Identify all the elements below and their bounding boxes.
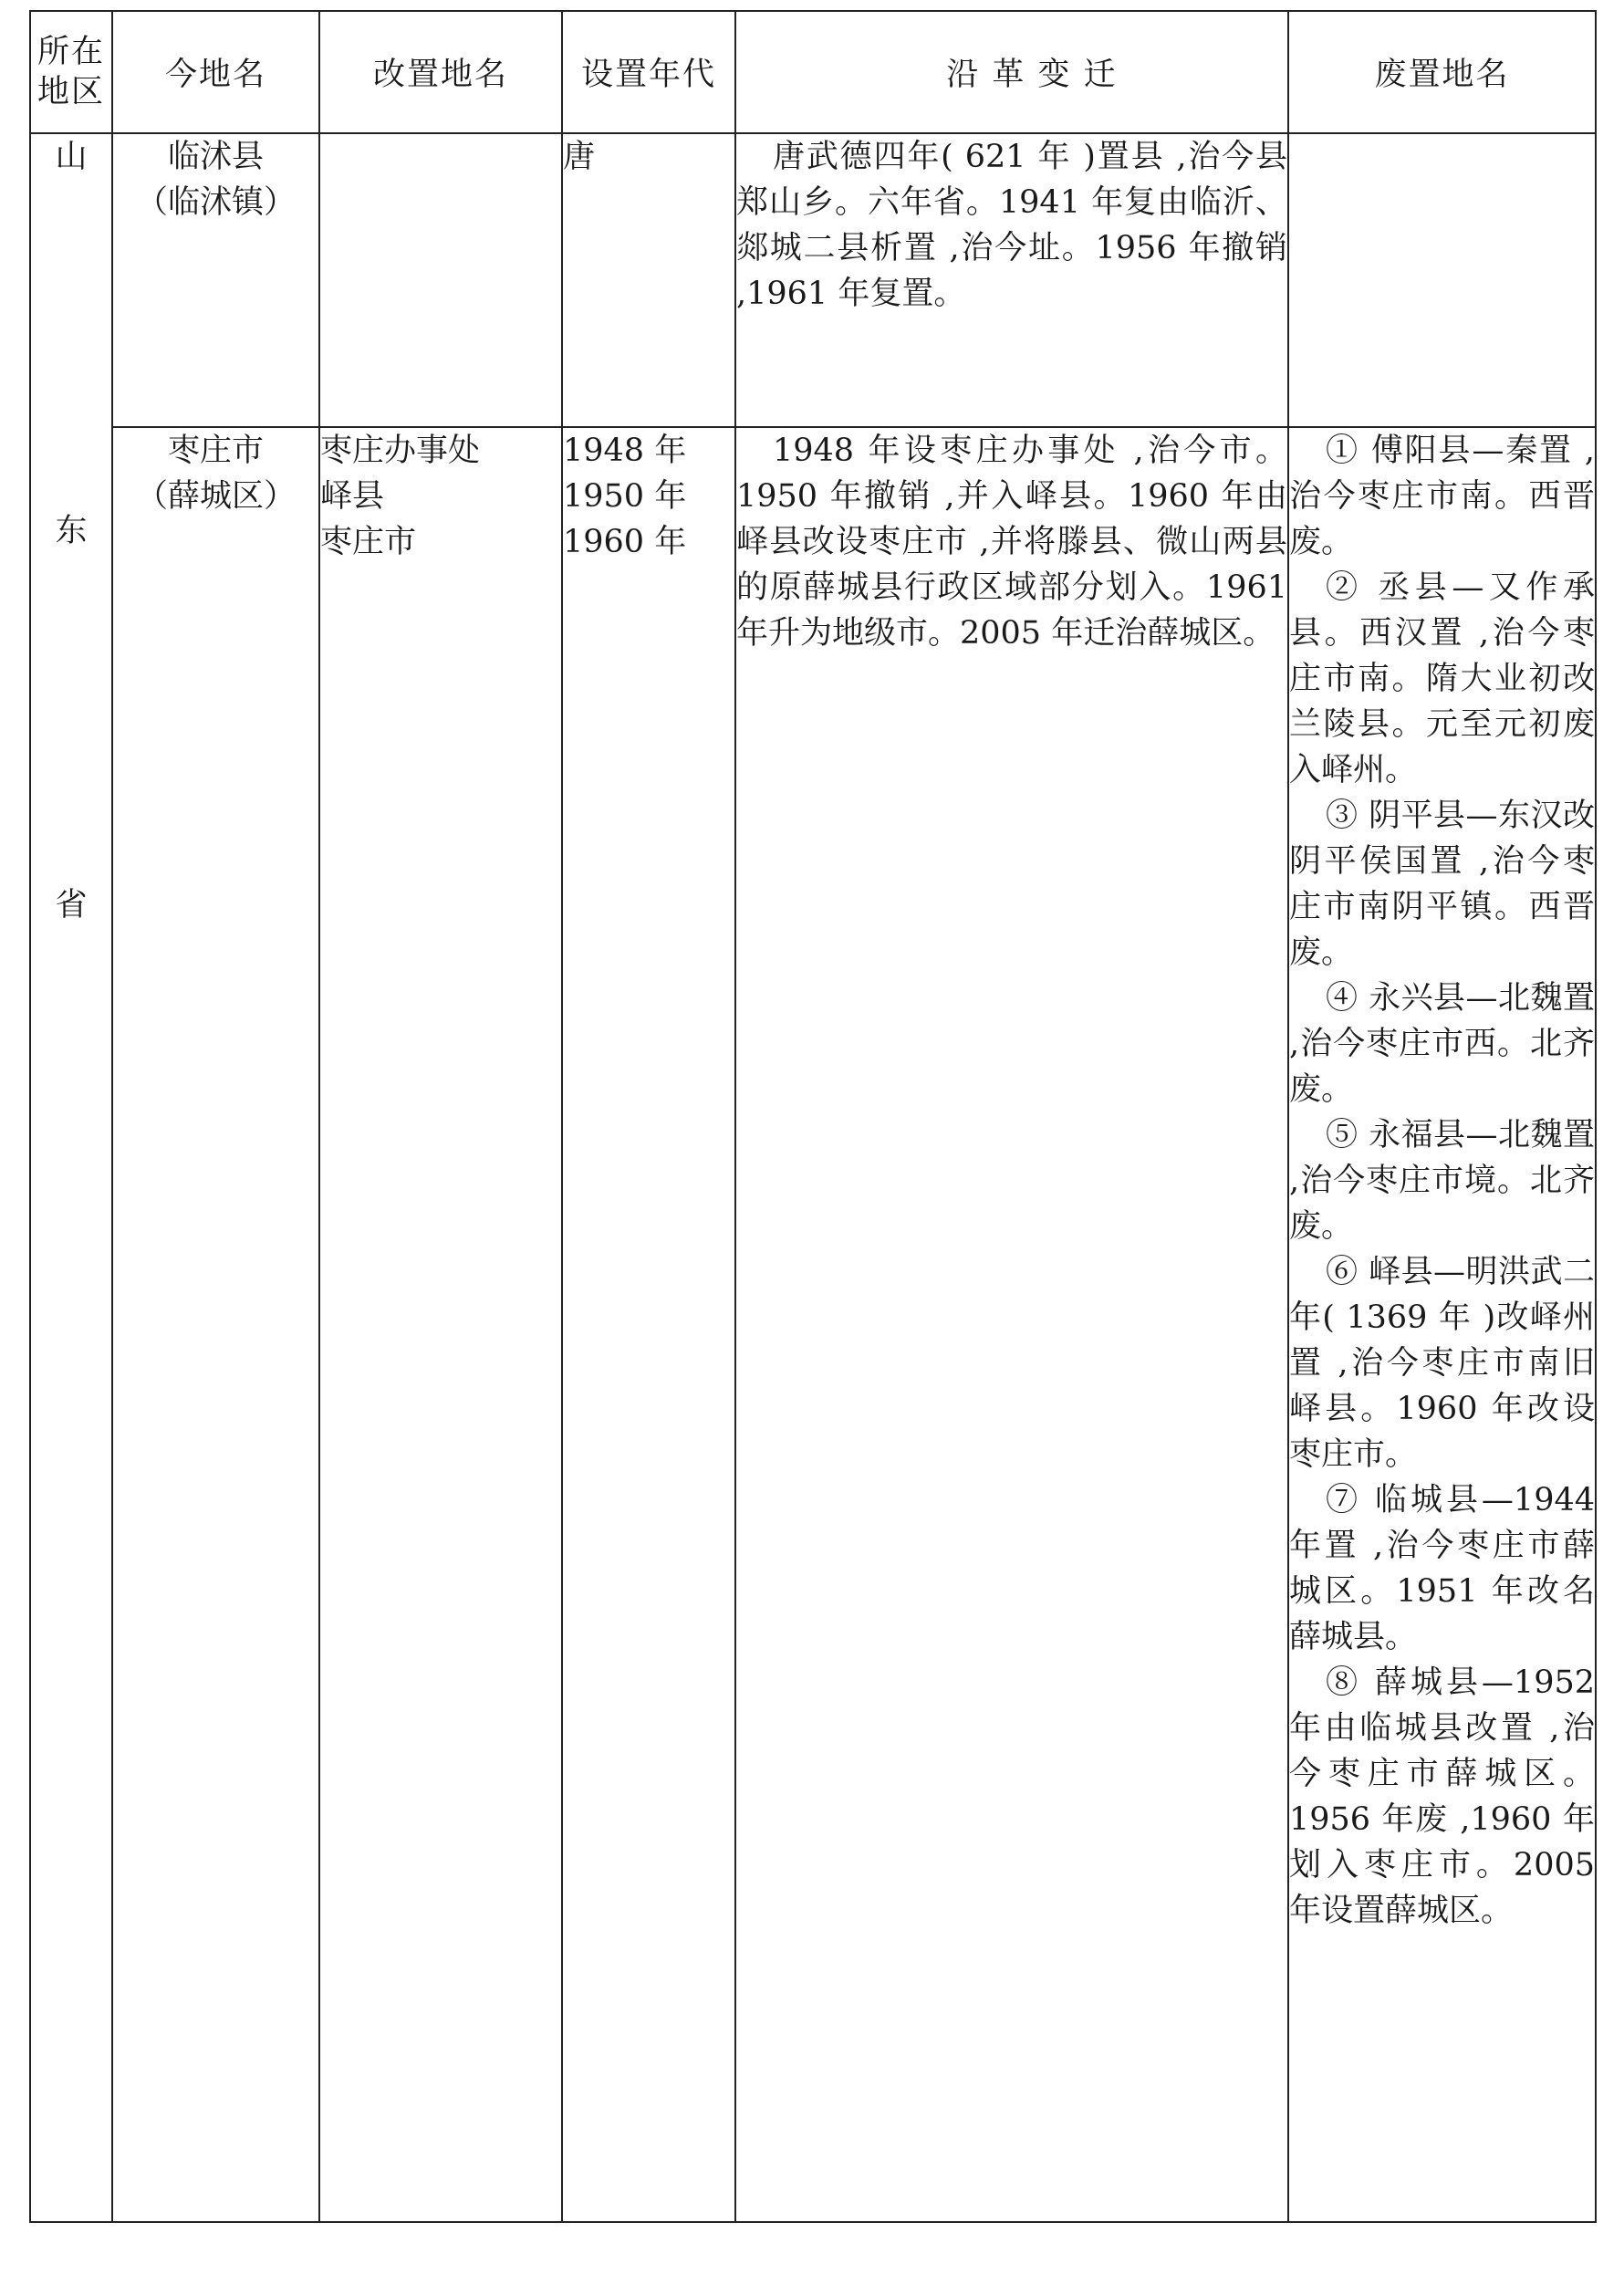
region-char: 东: [55, 513, 88, 549]
header-region-line2: 地区: [36, 74, 105, 110]
table-row: [30, 133, 1596, 427]
region-char: 山: [55, 139, 88, 175]
header-history: 沿 革 变 迁: [735, 11, 1288, 133]
changed-name: 峄县: [320, 478, 385, 515]
abolished-cell: [1288, 133, 1596, 427]
current-name: 枣庄市: [167, 433, 264, 469]
abolished-cell: [1288, 427, 1596, 2222]
established-year: 唐: [563, 139, 596, 175]
current-name-note: （薛城区）: [135, 478, 296, 515]
history-cell: 唐武德四年( 621 年 )置县 ,治今县郑山乡。六年省。1941 年复由临沂、郯城二县析置 ,治今址。1956 年撤销 ,1961 年复置。: [735, 133, 1288, 427]
abolished-entry: ④ 永兴县—北魏置 ,治今枣庄市西。北齐废。: [1289, 980, 1595, 1108]
header-region-line1: 所在: [36, 34, 105, 70]
header-region: [30, 11, 112, 133]
current-name: 临沭县: [167, 139, 264, 175]
changed-name-cell: [319, 133, 562, 427]
changed-name-cell: [319, 427, 562, 2222]
gazetteer-table: [29, 10, 1597, 2223]
established-cell: [562, 133, 735, 427]
header-current-name: 今地名: [112, 11, 319, 133]
established-year: 1948 年: [563, 433, 687, 469]
established-year: 1960 年: [563, 524, 687, 560]
current-name-note: （临沭镇）: [135, 184, 296, 221]
header-changed-name: 改置地名: [319, 11, 562, 133]
established-cell: [562, 427, 735, 2222]
established-year: 1950 年: [563, 478, 687, 515]
abolished-entry: ⑦ 临城县—1944 年置 ,治今枣庄市薛城区。1951 年改名薛城县。: [1289, 1482, 1595, 1655]
table-row: [30, 427, 1596, 2222]
abolished-entry: ③ 阴平县—东汉改阴平侯国置 ,治今枣庄市南阴平镇。西晋废。: [1289, 798, 1595, 971]
current-name-cell: [112, 133, 319, 427]
header-established: 设置年代: [562, 11, 735, 133]
header-abolished: 废置地名: [1288, 11, 1596, 133]
abolished-entry: ② 丞县—又作承县。西汉置 ,治今枣庄市南。隋大业初改兰陵县。元至元初废入峄州。: [1289, 569, 1595, 788]
changed-name: 枣庄市: [320, 524, 417, 560]
history-cell: 1948 年设枣庄办事处 ,治今市。1950 年撤销 ,并入峄县。1960 年由峄县改设枣庄市 ,并将滕县、微山两县的原薛城县行政区域部分划入。1961 年升为地级市。2005 年迁治薛城区。: [735, 427, 1288, 2222]
abolished-entry: ⑥ 峄县—明洪武二年( 1369 年 )改峄州置 ,治今枣庄市南旧峄县。1960 年改设枣庄市。: [1289, 1254, 1595, 1473]
region-stack: [31, 134, 111, 928]
region-char: 省: [55, 887, 88, 923]
abolished-entry: ① 傅阳县—秦置 ,治今枣庄市南。西晋废。: [1289, 433, 1595, 560]
abolished-entry: ⑤ 永福县—北魏置 ,治今枣庄市境。北齐废。: [1289, 1117, 1595, 1245]
abolished-entry: ⑧ 薛城县—1952 年由临城县改置 ,治今枣庄市薛城区。1956 年废 ,1960 年划入枣庄市。2005 年设置薛城区。: [1289, 1664, 1595, 1929]
region-cell: [30, 133, 112, 2222]
current-name-cell: [112, 427, 319, 2222]
header-row: [30, 11, 1596, 133]
changed-name: 枣庄办事处: [320, 433, 481, 469]
